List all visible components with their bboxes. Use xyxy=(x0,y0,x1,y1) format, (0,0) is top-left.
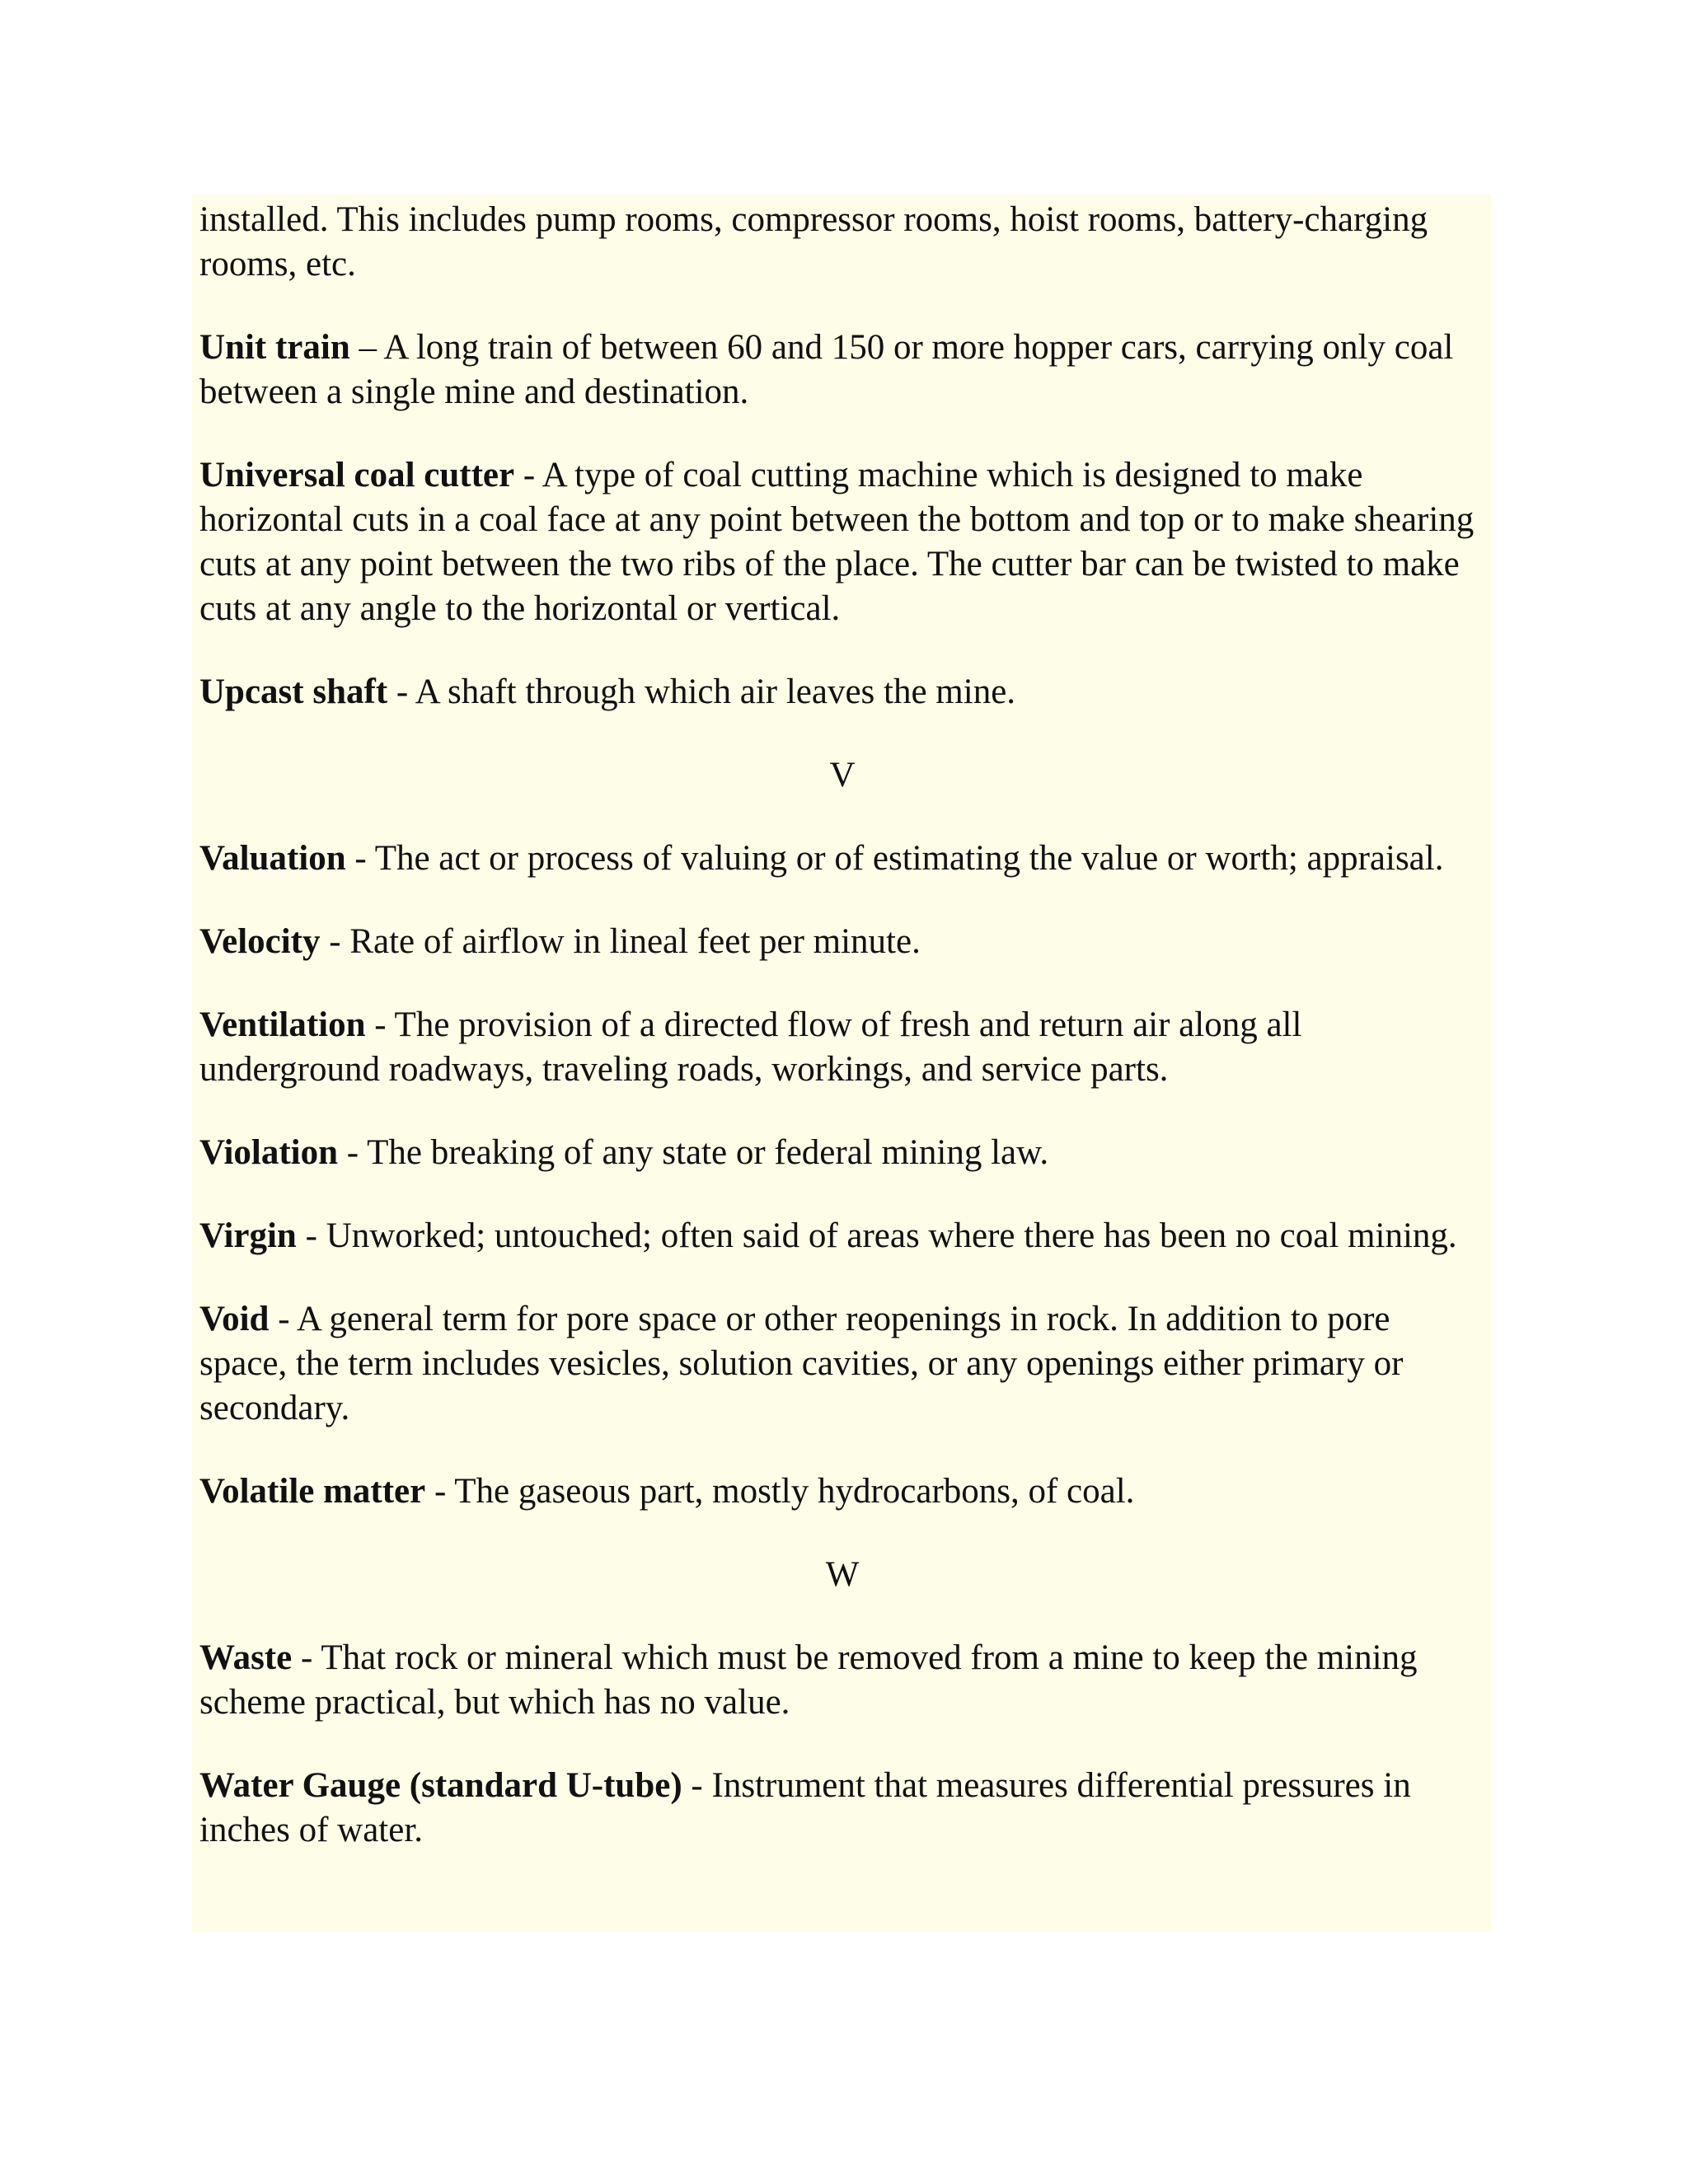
entry-term: Virgin xyxy=(199,1216,297,1255)
entry-separator: - xyxy=(682,1766,712,1805)
entry-velocity xyxy=(199,920,1485,964)
entry-water-gauge xyxy=(199,1764,1485,1853)
entry-definition: The provision of a directed flow of fresh and return air along all underground roadways, traveling roads, workings, and service parts. xyxy=(199,1005,1302,1089)
entry-upcast-shaft xyxy=(199,670,1485,715)
entry-volatile-matter xyxy=(199,1469,1485,1514)
entry-ventilation xyxy=(199,1003,1485,1092)
section-letter-v: V xyxy=(829,756,856,794)
entry-universal-coal-cutter xyxy=(199,453,1485,631)
glossary-content xyxy=(199,198,1485,1891)
entry-term: Water Gauge (standard U-tube) xyxy=(199,1766,682,1805)
entry-term: Velocity xyxy=(199,922,321,961)
entry-definition: A type of coal cutting machine which is designed to make horizontal cuts in a coal face at any point between the bottom and top or to make shearing cuts at any point between the two ribs of the place. The cutter bar can be twisted to make cuts at any angle to the horizontal or vertical. xyxy=(199,456,1475,628)
entry-separator: - xyxy=(345,839,375,878)
entry-void xyxy=(199,1297,1485,1431)
entry-term: Volatile matter xyxy=(199,1472,426,1511)
continuation-paragraph: installed. This includes pump rooms, compressor rooms, hoist rooms, battery-charging rooms, etc. xyxy=(199,200,1428,284)
entry-violation xyxy=(199,1131,1485,1175)
entry-unit-train xyxy=(199,326,1485,415)
entry-term: Universal coal cutter xyxy=(199,456,515,494)
entry-definition: The breaking of any state or federal mining law. xyxy=(367,1133,1049,1172)
entry-separator: - xyxy=(269,1300,297,1338)
entry-definition: Rate of airflow in lineal feet per minute. xyxy=(349,922,921,961)
entry-term: Unit train xyxy=(199,328,350,367)
entry-separator: - xyxy=(292,1638,321,1677)
entry-separator: – xyxy=(349,328,384,367)
entry-definition: Instrument that measures differential pressures in inches of water. xyxy=(199,1766,1411,1849)
entry-term: Void xyxy=(199,1300,270,1338)
entry-waste xyxy=(199,1636,1485,1725)
section-letter-w: W xyxy=(825,1555,860,1594)
entry-definition: Unworked; untouched; often said of areas where there has been no coal mining. xyxy=(326,1216,1457,1255)
entry-separator: - xyxy=(425,1472,455,1511)
entry-definition: The gaseous part, mostly hydrocarbons, of coal. xyxy=(454,1472,1135,1511)
entry-definition: A general term for pore space or other reopenings in rock. In addition to pore space, the term includes vesicles, solution cavities, or any openings either primary or secondary. xyxy=(199,1300,1404,1427)
entry-separator: - xyxy=(338,1133,368,1172)
entry-separator: - xyxy=(365,1005,395,1044)
entry-virgin xyxy=(199,1214,1485,1258)
entry-term: Upcast shaft xyxy=(199,673,388,711)
entry-definition: A shaft through which air leaves the mine. xyxy=(415,673,1016,711)
entry-definition: That rock or mineral which must be removed from a mine to keep the mining scheme practical, but which has no value. xyxy=(199,1638,1418,1722)
entry-term: Violation xyxy=(199,1133,339,1172)
entry-separator: - xyxy=(514,456,542,494)
entry-term: Waste xyxy=(199,1638,293,1677)
entry-separator: - xyxy=(296,1216,326,1255)
entry-definition: The act or process of valuing or of estimating the value or worth; appraisal. xyxy=(374,839,1444,878)
entry-valuation xyxy=(199,837,1485,881)
entry-separator: - xyxy=(320,922,350,961)
entry-term: Ventilation xyxy=(199,1005,366,1044)
entry-separator: - xyxy=(387,673,415,711)
entry-definition: A long train of between 60 and 150 or more hopper cars, carrying only coal between a single mine and destination. xyxy=(199,328,1454,411)
entry-term: Valuation xyxy=(199,839,346,878)
